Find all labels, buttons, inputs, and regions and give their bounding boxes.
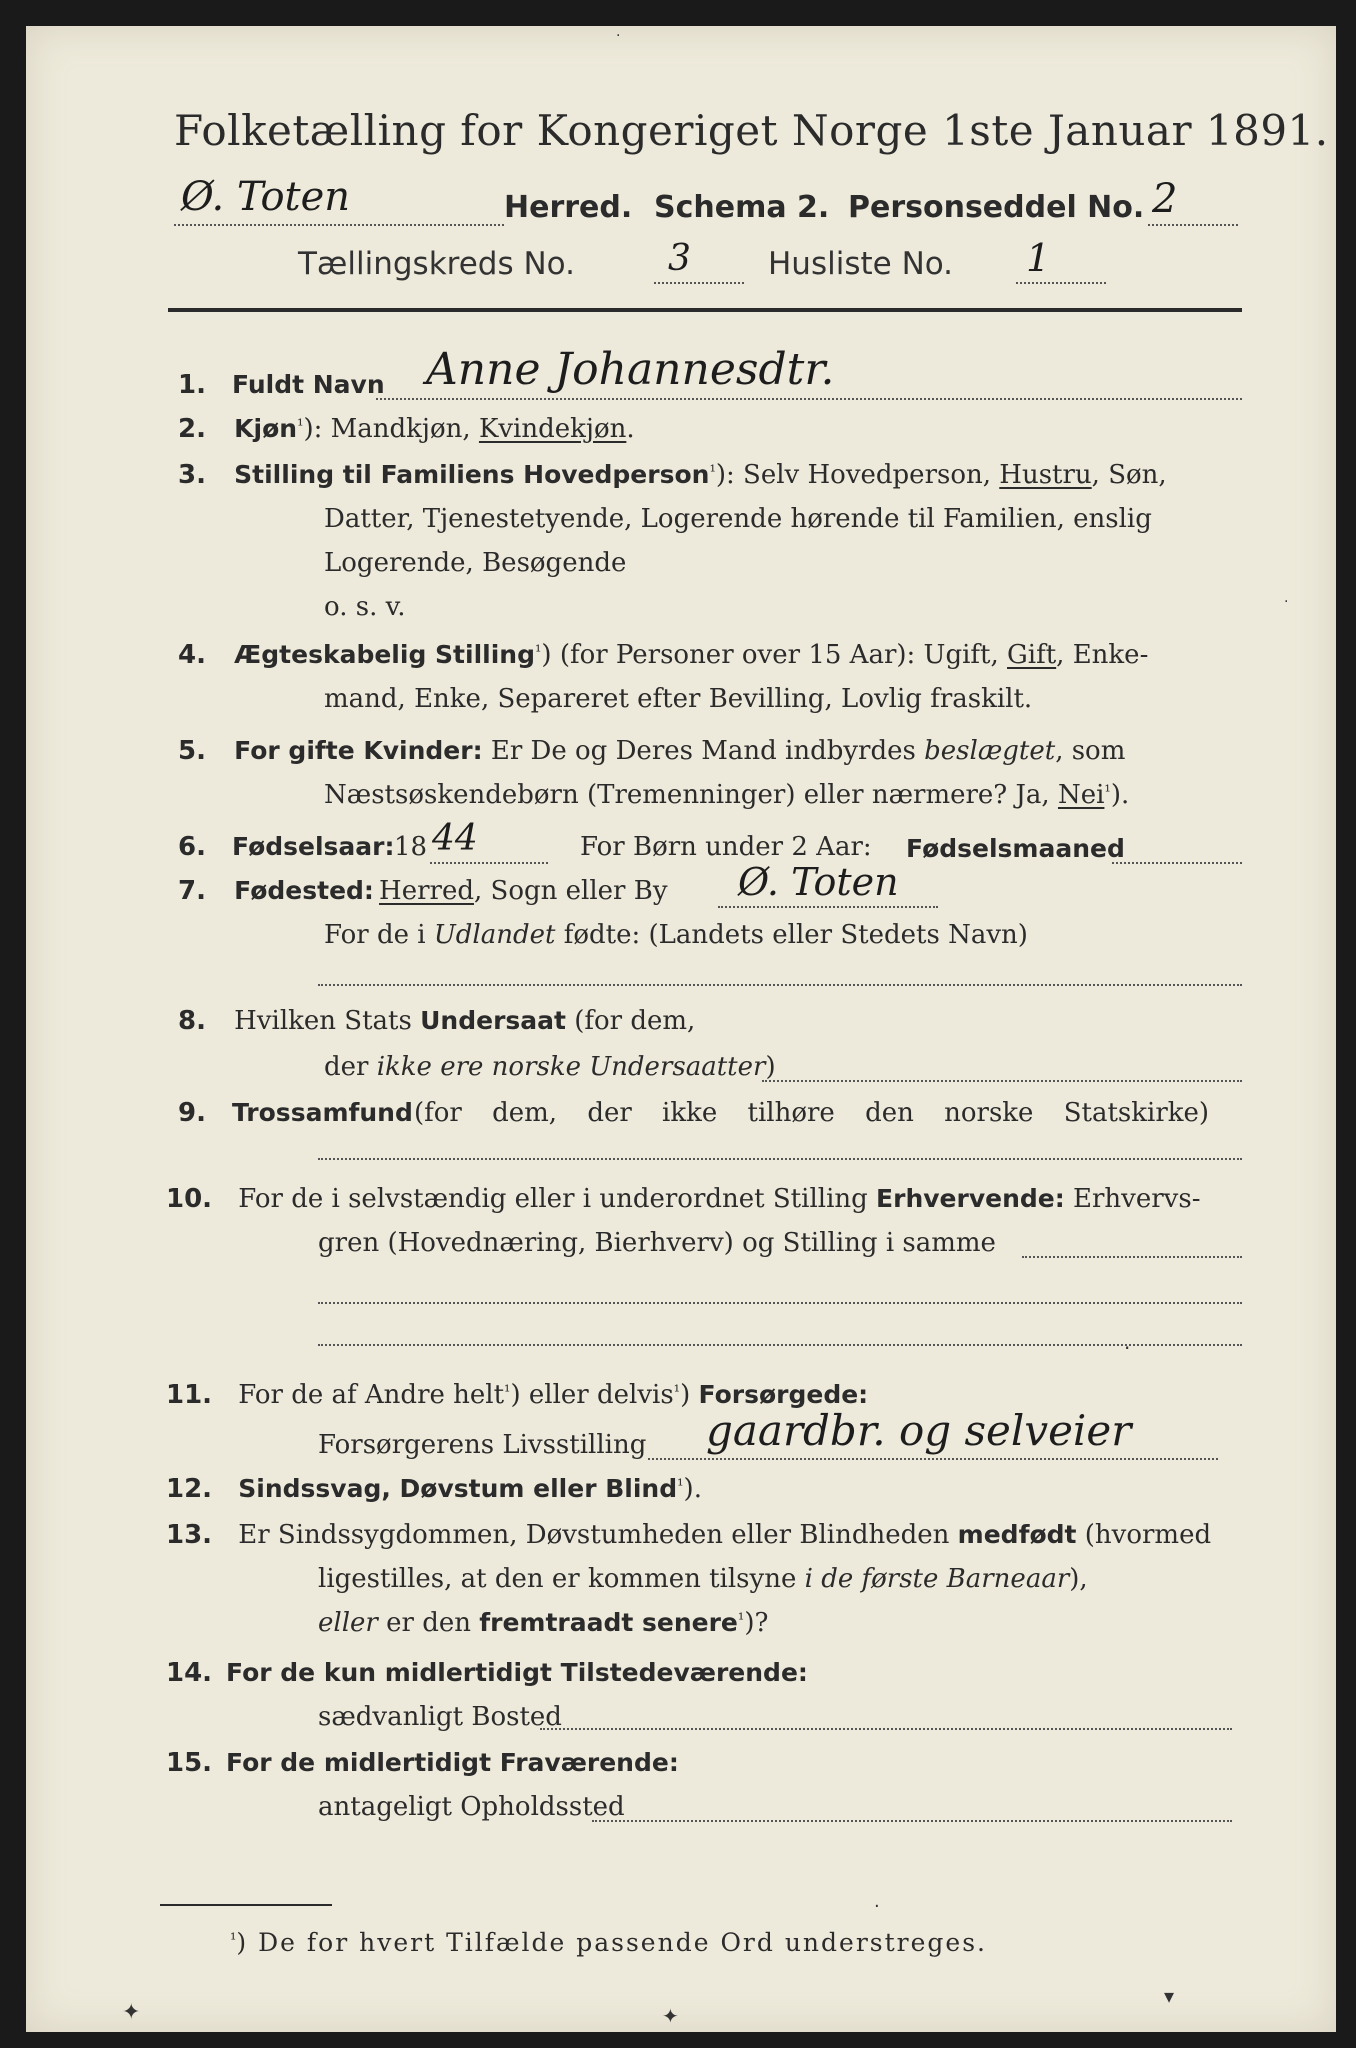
- husliste-dotted-line: [1016, 282, 1106, 284]
- item-13-line-3: [318, 1608, 768, 1638]
- herred-dotted-line: [174, 224, 504, 226]
- fodselsmaaned-text: For Børn under 2 Aar:: [580, 832, 872, 862]
- tilstedevaerende-label: For de kun midlertidigt Tilstedeværende:: [226, 1658, 808, 1687]
- erhverv-label: Erhvervende:: [876, 1184, 1065, 1213]
- item-number-2: 2.: [178, 414, 206, 444]
- item-number-1: 1.: [178, 370, 206, 400]
- medfodt-italic: i de første Barneaar: [804, 1564, 1070, 1594]
- paper-speck: ✦: [662, 2004, 679, 2028]
- forsorgede-sup-2: ¹: [673, 1381, 681, 1401]
- herred-value: Ø. Toten: [181, 174, 351, 220]
- trossamfund-dotted-line: [318, 1158, 1242, 1160]
- item-number-12: 12.: [166, 1474, 213, 1504]
- fodselsmaaned-label: Fødselsmaaned: [906, 834, 1125, 863]
- udlandet-text-b: fødte: (Landets eller Stedets Navn): [555, 920, 1028, 950]
- stilling-options-b: , Søn,: [1091, 460, 1167, 490]
- schema-label: Schema 2.: [654, 190, 830, 225]
- taellingskreds-label: Tællingskreds No.: [298, 246, 575, 282]
- trossamfund-text: (for dem, der ikke tilhøre den norske Statskirke): [414, 1098, 1210, 1128]
- item-number-13: 13.: [166, 1520, 213, 1550]
- item-number-4: 4.: [178, 640, 206, 670]
- livsstilling-label: Forsørgerens Livsstilling: [318, 1430, 647, 1460]
- kjon-options: ): Mandkjøn,: [303, 414, 479, 444]
- forsorgede-sup-1: ¹: [504, 1381, 511, 1401]
- footnote: [230, 1928, 987, 1957]
- erhverv-dotted-line-2: [318, 1302, 1242, 1304]
- gifte-kvinder-italic: beslægtet: [924, 736, 1056, 766]
- item-number-5: 5.: [178, 736, 206, 766]
- personseddel-label: Personseddel No.: [848, 190, 1145, 225]
- undersaat-label: Undersaat: [420, 1006, 566, 1035]
- item-number-14: 14.: [166, 1658, 213, 1688]
- fodselsaar-label: Fødselsaar:: [232, 832, 395, 861]
- undersaat-text-a: Hvilken Stats: [234, 1006, 421, 1036]
- udlandet-text-a: For de i: [324, 920, 434, 950]
- kjon-sup: ¹: [297, 415, 304, 435]
- item-4-line-1: [178, 640, 1148, 670]
- trossamfund-label: Trossamfund: [232, 1098, 413, 1127]
- aegteskab-options-a: ) (for Personer over 15 Aar): Ugift,: [541, 640, 1008, 670]
- livsstilling-dotted-line: [648, 1458, 1218, 1460]
- item-12: [166, 1474, 702, 1504]
- livsstilling-value: gaardbr. og selveier: [706, 1406, 1132, 1455]
- fodested-dotted-line: [718, 906, 938, 908]
- footnote-sup: ¹: [230, 1929, 237, 1949]
- erhverv-text-a: For de i selvstændig eller i underordnet Stilling: [238, 1184, 877, 1214]
- kjon-label: Kjøn: [234, 414, 298, 443]
- erhverv-text-b: Erhvervs-: [1064, 1184, 1201, 1214]
- medfodt-label: medfødt: [957, 1520, 1077, 1549]
- medfodt-text-b: (hvormed: [1076, 1520, 1212, 1550]
- herred-label: Herred.: [504, 190, 633, 225]
- opholdssted-dotted-line: [592, 1820, 1232, 1822]
- paper-speck: ▾: [1164, 1984, 1175, 2008]
- gifte-kvinder-sup: ¹: [1104, 781, 1111, 801]
- stilling-selected: Hustru: [999, 460, 1092, 490]
- opholdssted-label: antageligt Opholdssted: [318, 1792, 625, 1822]
- erhverv-dotted-line-3: [318, 1344, 1242, 1346]
- medfodt-line-2b: ),: [1069, 1564, 1088, 1594]
- gifte-kvinder-line-2a: Næstsøskendebørn (Tremenninger) eller nærmere? Ja,: [324, 780, 1058, 810]
- husliste-label: Husliste No.: [768, 246, 954, 282]
- stilling-options-a: ): Selv Hovedperson,: [715, 460, 1000, 490]
- fodselsaar-dotted-line: [430, 862, 548, 864]
- stilling-line-4: o. s. v.: [324, 592, 406, 622]
- sindssvag-sup: ¹: [677, 1475, 684, 1495]
- stilling-line-2: Datter, Tjenestetyende, Logerende hørende til Familien, enslig: [324, 504, 1152, 534]
- forsorgede-text-c: ): [680, 1380, 699, 1410]
- aegteskab-line-2: mand, Enke, Separeret efter Bevilling, Lovlig fraskilt.: [324, 684, 1033, 714]
- footnote-rule: [160, 1904, 332, 1906]
- fravaerende-label: For de midlertidigt Fraværende:: [226, 1748, 679, 1777]
- item-2: [178, 414, 635, 444]
- forsorgede-label: Forsørgede:: [698, 1380, 869, 1409]
- fuldt-navn-label: Fuldt Navn: [232, 370, 385, 399]
- fuldt-navn-dotted-line: [376, 398, 1242, 400]
- item-number-7: 7.: [178, 876, 206, 906]
- header-rule: [168, 308, 1242, 312]
- gifte-kvinder-text-a: Er De og Deres Mand indbyrdes: [482, 736, 925, 766]
- fodested-label: Fødested:: [234, 876, 374, 905]
- item-5-line-1: [178, 736, 1125, 766]
- gifte-kvinder-label: For gifte Kvinder:: [234, 736, 483, 765]
- gifte-kvinder-text-b: , som: [1055, 736, 1126, 766]
- item-10-line-1: [166, 1184, 1200, 1214]
- fremtraadt-end: )?: [744, 1608, 769, 1638]
- fodested-value: Ø. Toten: [738, 860, 899, 904]
- stilling-familien-label: Stilling til Familiens Hovedperson: [234, 460, 710, 489]
- undersaat-line-2a: der: [324, 1052, 377, 1082]
- sindssvag-end: ).: [683, 1474, 702, 1504]
- erhverv-line-2: gren (Hovednæring, Bierhverv) og Stilling i samme: [318, 1228, 996, 1258]
- census-form-sheet: [26, 26, 1336, 2032]
- sindssvag-label: Sindssvag, Døvstum eller Blind: [238, 1474, 678, 1503]
- erhverv-dotted-line-1: [1022, 1256, 1242, 1258]
- undersaat-italic: ikke ere norske Undersaatter: [376, 1052, 766, 1082]
- item-number-11: 11.: [166, 1380, 213, 1410]
- taellingskreds-value: 3: [668, 238, 691, 279]
- fuldt-navn-value: Anne Johannesdtr.: [426, 344, 835, 395]
- taellingskreds-dotted-line: [654, 282, 744, 284]
- fremtraadt-label: fremtraadt senere: [479, 1608, 738, 1637]
- form-title: Folketælling for Kongeriget Norge 1ste Januar 1891.: [174, 106, 1329, 155]
- udlandet-dotted-line: [318, 984, 1242, 986]
- paper-speck: ·: [616, 28, 621, 44]
- fodested-selected: Herred: [379, 876, 474, 906]
- stilling-line-3: Logerende, Besøgende: [324, 548, 627, 578]
- paper-speck: ·: [1124, 1336, 1131, 1360]
- medfodt-eller: eller: [318, 1608, 378, 1638]
- forsorgede-text-b: ) eller delvis: [510, 1380, 674, 1410]
- item-number-6: 6.: [178, 832, 206, 862]
- item-7-line-2: [324, 920, 1028, 950]
- aegteskab-label: Ægteskabelig Stilling: [234, 640, 535, 669]
- item-3-line-1: [178, 460, 1167, 490]
- bosted-label: sædvanligt Bosted: [318, 1702, 562, 1732]
- item-7-line-1: [178, 876, 668, 906]
- item-13-line-1: [166, 1520, 1211, 1550]
- kjon-selected: Kvindekjøn: [478, 414, 627, 444]
- medfodt-line-3a: er den: [377, 1608, 480, 1638]
- item-5-line-2: [324, 780, 1129, 810]
- paper-speck: ✦: [122, 2000, 141, 2025]
- fodested-options: , Sogn eller By: [473, 876, 668, 906]
- footnote-text: ) De for hvert Tilfælde passende Ord understreges.: [236, 1928, 987, 1957]
- aegteskab-selected: Gift: [1007, 640, 1057, 670]
- fodselsaar-prefix: 18: [394, 832, 428, 862]
- stilling-sup: ¹: [709, 461, 716, 481]
- kjon-end: .: [626, 414, 635, 444]
- personseddel-dotted-line: [1148, 224, 1238, 226]
- item-number-8: 8.: [178, 1006, 206, 1036]
- personseddel-value: 2: [1152, 176, 1178, 222]
- gifte-kvinder-line-2b: ).: [1110, 780, 1130, 810]
- fremtraadt-sup: ¹: [737, 1609, 745, 1629]
- paper-speck: ·: [1284, 594, 1289, 610]
- undersaat-dotted-line: [762, 1080, 1242, 1082]
- forsorgede-text-a: For de af Andre helt: [238, 1380, 505, 1410]
- bosted-dotted-line: [540, 1728, 1232, 1730]
- undersaat-text-b: (for dem,: [565, 1006, 696, 1036]
- fodselsaar-value: 44: [432, 818, 478, 859]
- item-number-10: 10.: [166, 1184, 213, 1214]
- aegteskab-sup: ¹: [534, 641, 542, 661]
- medfodt-text-a: Er Sindssygdommen, Døvstumheden eller Blindheden: [238, 1520, 958, 1550]
- gifte-kvinder-selected: Nei: [1057, 780, 1105, 810]
- item-13-line-2: [318, 1564, 1088, 1594]
- undersaat-line-2b: ): [765, 1052, 776, 1082]
- item-number-3: 3.: [178, 460, 206, 490]
- medfodt-line-2a: ligestilles, at den er kommen tilsyne: [318, 1564, 805, 1594]
- fodselsmaaned-dotted-line: [1112, 862, 1242, 864]
- item-8-line-2: [324, 1052, 776, 1082]
- husliste-value: 1: [1026, 236, 1051, 280]
- aegteskab-options-b: , Enke-: [1056, 640, 1149, 670]
- item-number-15: 15.: [166, 1748, 213, 1778]
- item-number-9: 9.: [178, 1098, 206, 1128]
- item-8-line-1: [178, 1006, 695, 1036]
- paper-speck: ·: [874, 1896, 880, 1917]
- udlandet-italic: Udlandet: [433, 920, 556, 950]
